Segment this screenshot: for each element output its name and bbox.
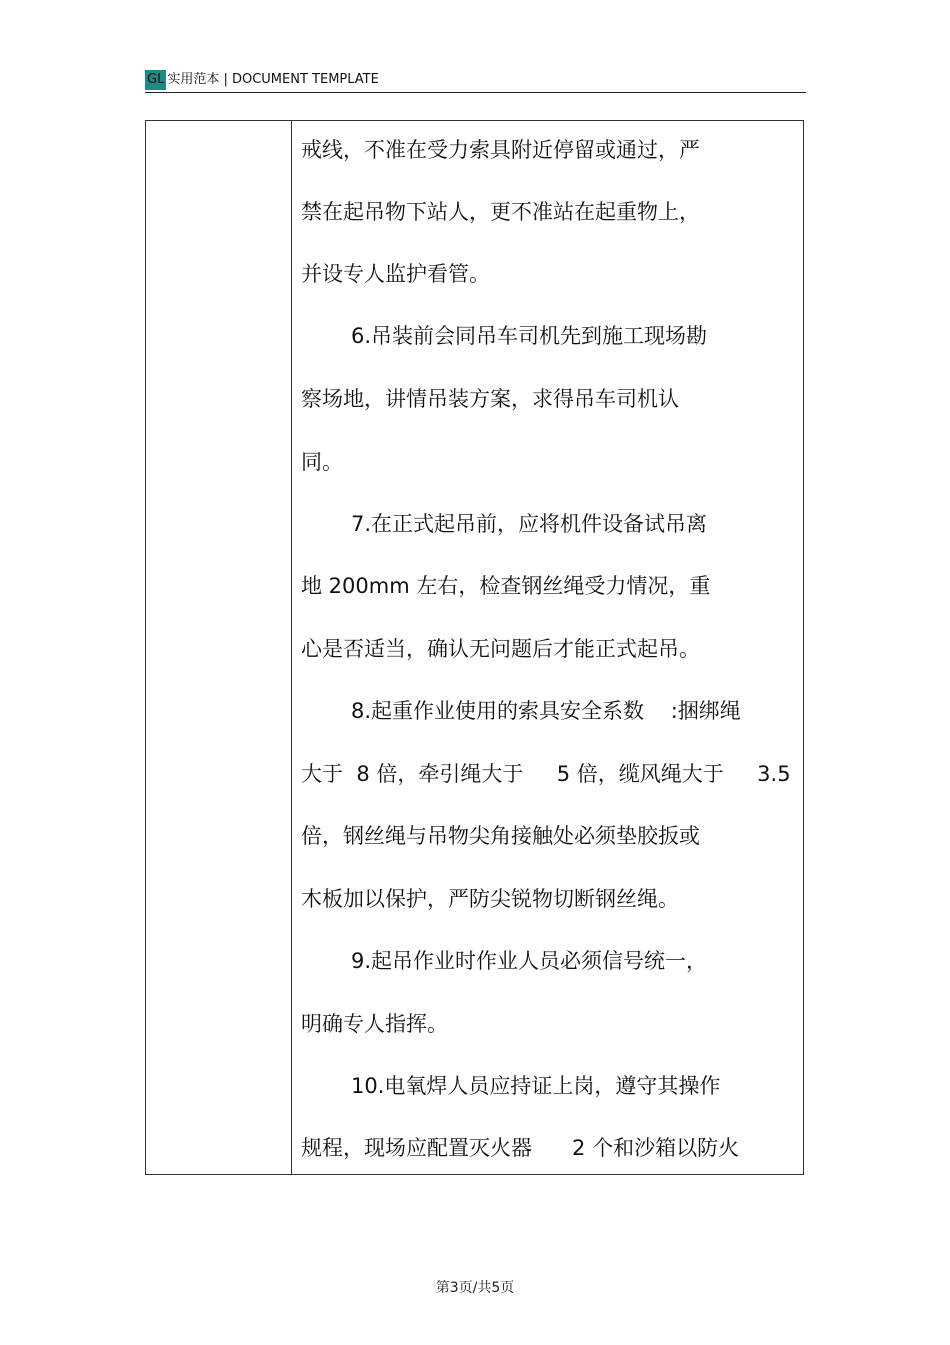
page-header xyxy=(145,70,806,93)
text-line: 倍，钢丝绳与吊物尖角接触处必须垫胶扳或 xyxy=(301,824,700,848)
text-line: 9.起吊作业时作业人员必须信号统一， xyxy=(351,949,708,973)
text-line: 并设专人监护看管。 xyxy=(301,262,490,286)
text-line: 禁在起吊物下站人，更不准站在起重物上， xyxy=(301,200,700,224)
text-line: 木板加以保护，严防尖锐物切断钢丝绳。 xyxy=(301,887,679,911)
text-line: 明确专人指挥。 xyxy=(301,1012,448,1036)
text-line: 地 200mm 左右，检查钢丝绳受力情况，重 xyxy=(301,574,711,598)
text-line: 8.起重作业使用的索具安全系数 :捆绑绳 xyxy=(351,699,741,723)
text-line: 规程，现场应配置灭火器 2 个和沙箱以防火 xyxy=(301,1136,740,1160)
content-table xyxy=(145,120,804,1175)
text-line: 同。 xyxy=(301,450,343,474)
text-line: 10.电氧焊人员应持证上岗，遵守其操作 xyxy=(351,1074,721,1098)
text-line: 大于 8 倍，牵引绳大于 5 倍，缆风绳大于 3.5 xyxy=(301,762,791,786)
header-badge: GL xyxy=(145,70,166,90)
header-title: 实用范本 | DOCUMENT TEMPLATE xyxy=(167,72,379,87)
text-line: 心是否适当，确认无问题后才能正式起吊。 xyxy=(301,637,700,661)
text-line: 7.在正式起吊前，应将机件设备试吊离 xyxy=(351,512,708,536)
text-line: 戒线，不准在受力索具附近停留或通过，严 xyxy=(301,138,700,162)
text-line: 察场地，讲情吊装方案，求得吊车司机认 xyxy=(301,387,679,411)
column-divider xyxy=(291,121,292,1174)
page-number: 第3页/共5页 xyxy=(435,1280,515,1296)
text-line: 6.吊装前会同吊车司机先到施工现场勘 xyxy=(351,324,708,348)
